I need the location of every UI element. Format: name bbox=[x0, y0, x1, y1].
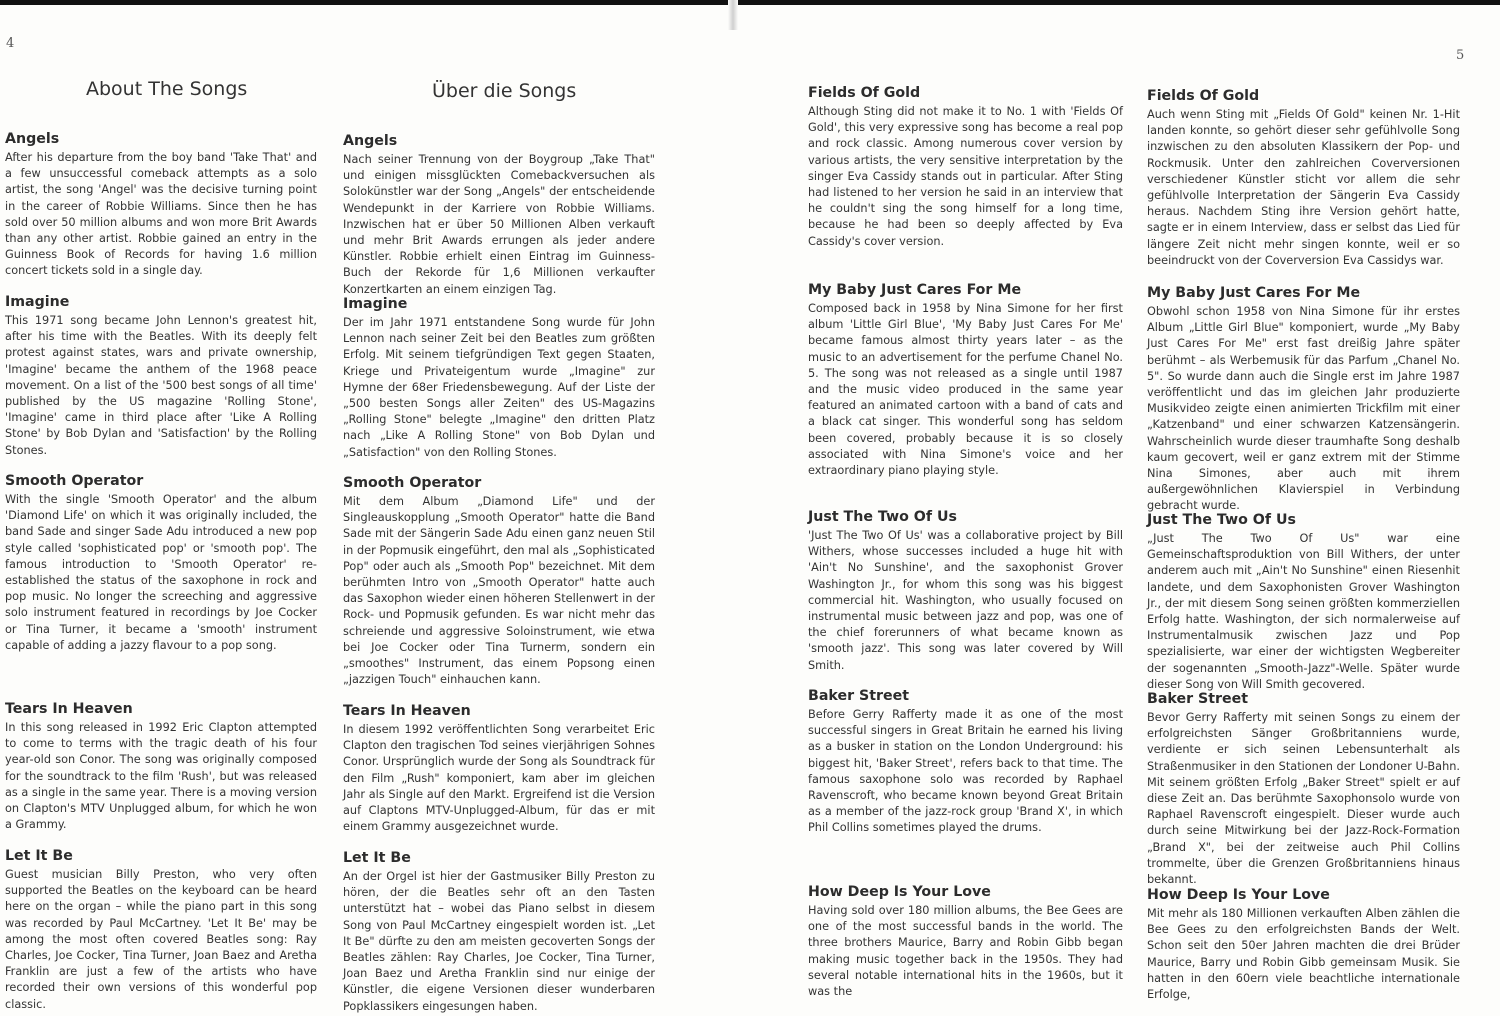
page-number-left: 4 bbox=[6, 36, 15, 51]
song-text: In diesem 1992 veröffentlichten Song verarbeitet Eric Clapton den tragischen Tod seines vierjährigen Sohnes Conor. Ursprünglich wurde der Song als Soundtrack für den Film „Rush" komponiert, kam aber im gleichen Jahr als Single auf den Markt. Ergreifend ist die Version auf Claptons MTV-Unplugged-Album, für das er mit einem Grammy ausgezeichnet wurde. bbox=[343, 723, 655, 834]
song-section-how-deep-is-your-love bbox=[808, 883, 1123, 1000]
song-section-let-it-be bbox=[5, 847, 317, 1013]
song-text: Der im Jahr 1971 entstandene Song wurde für John Lennon nach seiner Zeit bei den Beatles zum größten Erfolg. Mit seinem tiefgründigen Text gegen Staaten, Kriege und Privateigentum wurde „Imagine" zur Hymne der 68er Friedensbewegung. Auf der Liste der „500 besten Songs aller Zeiten" des US-Magazins „Rolling Stone" belegte „Imagine" den dritten Platz nach „Like A Rolling Stone" von Bob Dylan und „Satisfaction" von den Rolling Stones. bbox=[343, 316, 655, 459]
song-heading: How Deep Is Your Love bbox=[808, 884, 991, 900]
song-heading: Smooth Operator bbox=[343, 475, 482, 491]
song-heading: Let It Be bbox=[343, 850, 411, 866]
song-text: Although Sting did not make it to No. 1 with 'Fields Of Gold', this very expressive song has become a real pop and rock classic. Among numerous cover version by various artists, the very sensitive interpretation by the singer Eva Cassidy stands out in particular. After Sting had listened to her version he said in an interview that he couldn't sing the song himself for a long time, because he had been so deeply affected by Eva Cassidy's cover version. bbox=[808, 105, 1123, 248]
song-text: Mit mehr als 180 Millionen verkauften Alben zählen die Bee Gees zu den erfolgreichsten Bands der Welt. Schon seit den 50er Jahren machten die drei Brüder Maurice, Barry und Robin Gibb gemeinsam Musik. Sie hatten in den 60ern viele beachtliche internationale Erfolge, bbox=[1147, 907, 1460, 1002]
song-heading: How Deep Is Your Love bbox=[1147, 887, 1330, 903]
song-heading: Angels bbox=[343, 133, 398, 149]
song-section-smooth-operator-de bbox=[343, 474, 655, 688]
song-heading: Baker Street bbox=[1147, 691, 1249, 707]
song-text: An der Orgel ist hier der Gastmusiker Billy Preston zu hören, der die Beatles sehr oft an den Tasten unterstützt hat – wobei das Piano selbst in diesem Song von Paul McCartney eingespielt worden ist. „Let It Be" dürfte zu den am meisten gecoverten Songs der Beatles zählen: Ray Charles, Joe Cocker, Tina Turner, Joan Baez und Aretha Franklin sind nur einige der Künstler, die eigene Versionen dieser wunderbaren Popklassikers eingesungen haben. bbox=[343, 870, 655, 1013]
song-text: Before Gerry Rafferty made it as one of the most successful singers in Great Britain he earned his living as a busker in station on the London Underground: his biggest hit, 'Baker Street', refers back to that time. The famous saxophone solo was recorded by Raphael Ravenscroft, who became known beyond Great Britain as a member of the jazz-rock group 'Brand X', in which Phil Collins sometimes played the drums. bbox=[808, 708, 1123, 835]
song-section-just-the-two-of-us-de bbox=[1147, 511, 1460, 693]
song-text: „Just The Two Of Us" war eine Gemeinschaftsproduktion von Bill Withers, der unter anderem auch mit „Ain't No Sunshine" einen Riesenhit landete, und dem Saxophonisten Grover Washington Jr., der mit diesem Song seinen größten kommerziellen Erfolg hatte. Washington, der sich normalerweise auf Instrumentalmusik zwischen Jazz und Pop spezialisierte, war einer der wichtigsten Wegbereiter der sogenannten „Smooth-Jazz"-Welle. Später wurde dieser Song von Will Smith gecovered. bbox=[1147, 532, 1460, 691]
song-heading: Angels bbox=[5, 131, 60, 147]
song-section-smooth-operator bbox=[5, 472, 317, 654]
song-section-baker-street-de bbox=[1147, 690, 1460, 888]
song-text: In this song released in 1992 Eric Clapton attempted to come to terms with the tragic death of his four year-old son Conor. The song was originally composed for the soundtrack to the film 'Rush', but was released as a single in the same year. There is a moving version on Clapton's MTV Unplugged album, for which he won a Grammy. bbox=[5, 721, 317, 832]
song-heading: Just The Two Of Us bbox=[808, 509, 957, 525]
column-title: Über die Songs bbox=[432, 80, 577, 102]
song-section-my-baby-just-cares-for-me-de bbox=[1147, 284, 1460, 515]
song-heading: Baker Street bbox=[808, 688, 910, 704]
song-heading: Imagine bbox=[343, 296, 408, 312]
song-heading: Tears In Heaven bbox=[343, 703, 471, 719]
song-section-fields-of-gold-de bbox=[1147, 87, 1460, 269]
song-text: This 1971 song became John Lennon's greatest hit, after his time with the Beatles. With its deeply felt protest against states, wars and private ownership, 'Imagine' became the anthem of the 1968 peace movement. On a list of the '500 best songs of all time' published by the US magazine 'Rolling Stone', 'Imagine' came in third place after 'Like A Rolling Stone' by Bob Dylan and 'Satisfaction' by the Rolling Stones. bbox=[5, 314, 317, 457]
song-heading: Just The Two Of Us bbox=[1147, 512, 1296, 528]
song-section-my-baby-just-cares-for-me bbox=[808, 281, 1123, 479]
spread-top-edge bbox=[0, 0, 1500, 5]
column-title: About The Songs bbox=[86, 78, 248, 100]
song-text: Bevor Gerry Rafferty mit seinen Songs zu einem der erfolgreichsten Sänger Großbritanniens wurde, verdiente er sich seinen Lebensunterhalt als Straßenmusiker in den Stationen der Londoner U-Bahn. Mit seinem größten Erfolg „Baker Street" spielt er auf diese Zeit an. Das berühmte Saxophonsolo wurde von Raphael Ravenscroft eingespielt. Dieser wurde auch durch seine Mitwirkung bei der Jazz-Rock-Formation „Brand X", bei der zeitweise auch Phil Collins trommelte, über die Grenzen Großbritanniens hinaus bekannt. bbox=[1147, 711, 1461, 887]
song-heading: My Baby Just Cares For Me bbox=[1147, 285, 1361, 301]
song-heading: Let It Be bbox=[5, 848, 73, 864]
song-text: Nach seiner Trennung von der Boygroup „Take That" und einigen missglückten Comebackversuchen als Solokünstler war der Song „Angels" der entscheidende Wendepunkt in der Karriere von Robbie Williams. Inzwischen hat er über 50 Millionen Alben verkauft und mehr Brit Awards errungen als jeder andere Künstler. Robbie erhielt einen Eintrag im Guinness-Buch der Rekorde für 1,6 Millionen verkaufter Konzertkarten an einem einzigen Tag. bbox=[343, 153, 655, 296]
song-text: Mit dem Album „Diamond Life" und der Singleauskopplung „Smooth Operator" hatte die Band Sade mit der Sängerin Sade Adu einen ganz neuen Stil in der Popmusik eingeführt, den mal als „Sophisticated Pop" oder auch als „Smooth Pop" bezeichnet. Mit dem berühmten Intro von „Smooth Operator" hatte auch das Saxophon wieder einen höheren Stellenwert in der Rock- und Popmusik gefunden. Es war nicht mehr das schreiende und aggressive Soloinstrument, wie etwa bei Joe Cocker oder Tina Turnerm, sondern ein „smoothes" Instrument, das einem Popsong einen „jazzigen Touch" einhauchen kann. bbox=[343, 495, 655, 687]
page-number-right: 5 bbox=[1456, 48, 1465, 63]
song-heading: Smooth Operator bbox=[5, 473, 144, 489]
song-section-tears-in-heaven-de bbox=[343, 702, 655, 835]
song-section-how-deep-is-your-love-de bbox=[1147, 886, 1460, 1003]
song-section-fields-of-gold bbox=[808, 84, 1123, 250]
song-heading: Fields Of Gold bbox=[1147, 88, 1260, 104]
song-heading: Tears In Heaven bbox=[5, 701, 133, 717]
song-section-angels-de bbox=[343, 132, 655, 298]
song-text: Obwohl schon 1958 von Nina Simone für ihr erstes Album „Little Girl Blue" komponiert, wurde „My Baby Just Cares For Me" erst fast dreißig Jahre später berühmt – als Werbemusik für das Parfum „Chanel No. 5". So wurde dann auch die Single erst im Jahre 1987 veröffentlicht und das im gleichen Jahr produzierte Musikvideo zeigte einen animierten Trickfilm mit einer „Katzenband" und einer schwarzen Katzensängerin. Wahrscheinlich wurde dieser traumhafte Song deshalb kaum gecovert, weil er ganz extrem mit der Stimme Nina Simones, aber auch mit ihrem außergewöhnlichen Klavierspiel in Verbindung gebracht wurde. bbox=[1147, 305, 1460, 513]
song-text: Having sold over 180 million albums, the Bee Gees are one of the most successful bands in the world. The three brothers Maurice, Barry and Robin Gibb began making music together back in the 1950s. They had several notable international hits in the 1960s, but it was the bbox=[808, 904, 1123, 999]
song-section-just-the-two-of-us bbox=[808, 508, 1123, 674]
song-section-tears-in-heaven bbox=[5, 700, 317, 833]
song-section-imagine bbox=[5, 293, 317, 459]
song-heading: Fields Of Gold bbox=[808, 85, 921, 101]
song-text: Guest musician Billy Preston, who very often supported the Beatles on the keyboard can be heard here on the organ – while the piano part in this song was recorded by Paul McCartney. 'Let It Be' may be among the most often covered Beatles song: Ray Charles, Joe Cocker, Tina Turner, Joan Baez and Aretha Franklin are just a few of the artists who have recorded their own versions of this wonderful pop classic. bbox=[5, 868, 317, 1011]
song-text: Composed back in 1958 by Nina Simone for her first album 'Little Girl Blue', 'My Baby Just Cares For Me' became famous almost thirty years later – as the music to an advertisement for the perfume Chanel No. 5. The song was not released as a single until 1987 and the music video produced in the same year featured an animated cartoon with a band of cats and a black cat singer. This wonderful song has seldom been covered, probably because it is so closely associated with Nina Simone's voice and her extraordinary piano playing style. bbox=[808, 302, 1123, 478]
song-section-let-it-be-de bbox=[343, 849, 655, 1015]
song-text: With the single 'Smooth Operator' and the album 'Diamond Life' on which it was originally included, the band Sade and singer Sade Adu introduced a new pop style called 'sophisticated pop' or 'smooth pop'. The famous introduction to 'Smooth Operator' re-established the status of the saxophone in rock and pop music. No longer the screeching and aggressive solo instrument featured in recordings by Joe Cocker or Tina Turner, it became a 'smooth' instrument capable of adding a jazzy flavour to a pop song. bbox=[5, 493, 317, 652]
book-gutter bbox=[728, 0, 738, 30]
song-heading: Imagine bbox=[5, 294, 70, 310]
song-section-angels bbox=[5, 130, 317, 280]
song-text: After his departure from the boy band 'Take That' and a few unsuccessful comeback attempts as a solo artist, the song 'Angel' was the decisive turning point in the career of Robbie Williams. Since then he has sold over 50 million albums and won more Brit Awards than any other artist. Robbie gained an entry in the Guinness Book of Records for having 1.6 million concert tickets sold in a single day. bbox=[5, 151, 317, 278]
song-section-baker-street bbox=[808, 687, 1123, 837]
song-heading: My Baby Just Cares For Me bbox=[808, 282, 1022, 298]
song-text: 'Just The Two Of Us' was a collaborative project by Bill Withers, whose successes included a huge hit with 'Ain't No Sunshine', and the saxophonist Grover Washington Jr., for whom this song was his biggest commercial hit. Washington, who usually focused on instrumental music between jazz and pop, was one of the chief forerunners of what became known as 'smooth jazz'. This song was later covered by Will Smith. bbox=[808, 529, 1123, 672]
song-section-imagine-de bbox=[343, 295, 655, 461]
song-text: Auch wenn Sting mit „Fields Of Gold" keinen Nr. 1-Hit landen konnte, so gehört dieser sehr gefühlvolle Song inzwischen zu den absoluten Klassikern der Pop- und Rockmusik. Unter den zahlreichen Coverversionen verschiedener Künstler sticht vor allem die sehr gefühlvolle Interpretation der Sängerin Eva Cassidy heraus. Nachdem Sting ihre Version gehört hatte, sagte er in einem Interview, dass er selbst das Lied für längere Zeit nicht mehr singen konnte, weil er so beeindruckt von der Coverversion Eva Cassidys war. bbox=[1147, 108, 1460, 267]
